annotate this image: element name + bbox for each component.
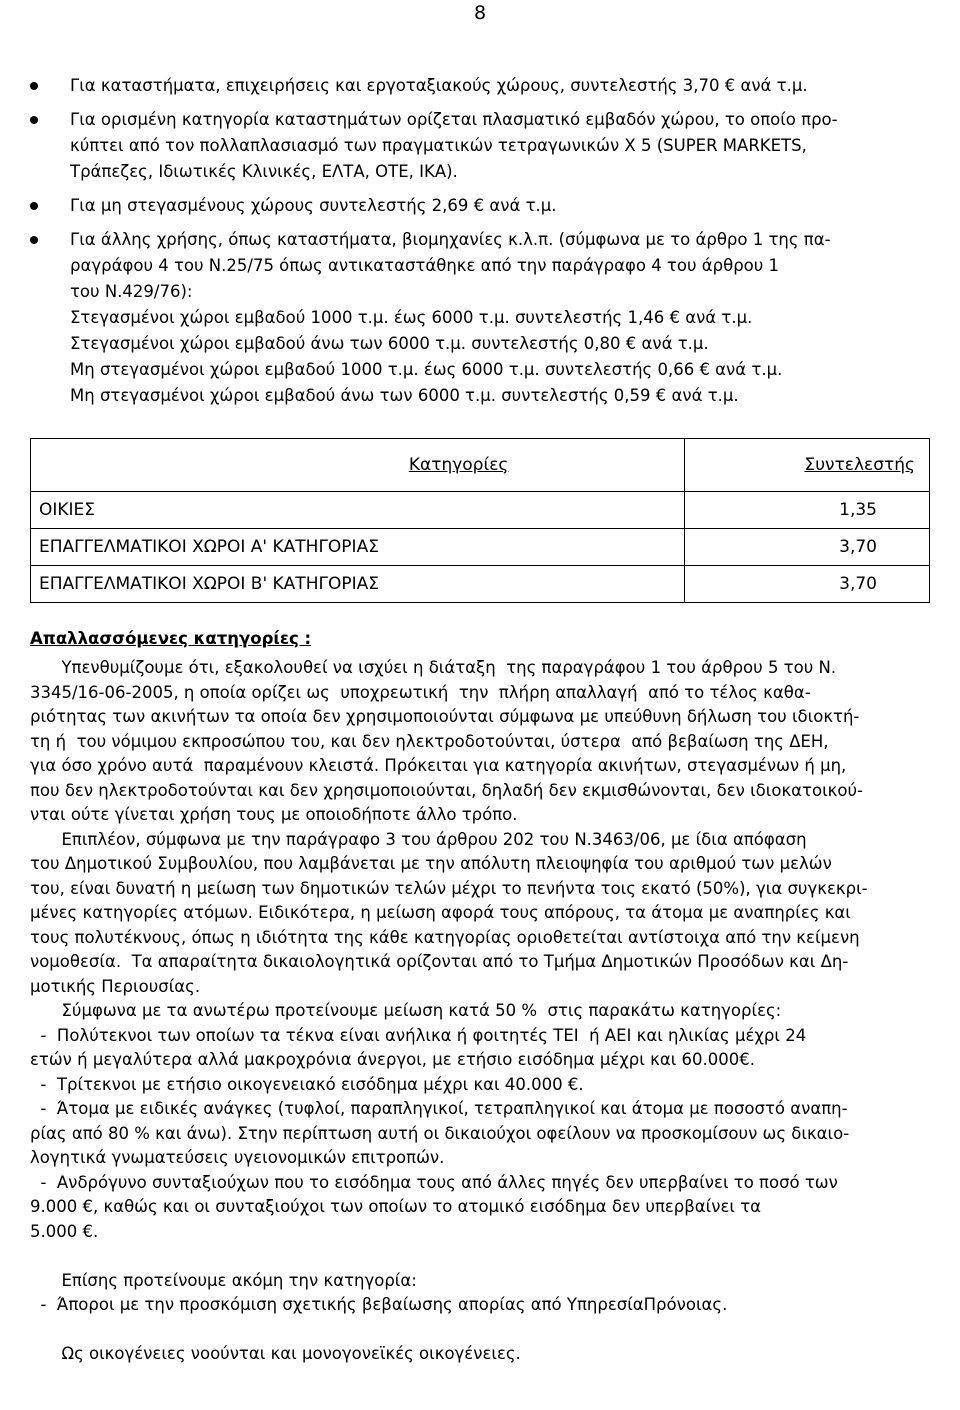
text-line: ρίας από 80 % και άνω). Στην περίπτωση αυτή οι δικαιούχοι οφείλουν να προσκομίσουν ως δικαιο- [30,1123,850,1143]
row-value: 1,35 [685,492,930,529]
bullet-dot-icon [30,116,38,124]
row-category: ΟΙΚΙΕΣ [31,492,685,529]
bullet-line: κύπτει από τον πολλαπλασιασμό των πραγματικών τετραγωνικών Χ 5 (SUPER MARKETS, [70,136,807,155]
text-line: ετών ή μεγαλύτερα αλλά μακροχρόνια άνεργοι, με ετήσιο εισόδημα μέχρι και 60.000€. [30,1050,756,1069]
table-row [31,529,930,566]
final-paragraph [30,1342,950,1367]
bullet-line: Μη στεγασμένοι χώροι εμβαδού 1000 τ.μ. έως 6000 τ.μ. συντελεστής 0,66 € ανά τ.μ. [70,360,783,379]
bullet-line: Στεγασμένοι χώροι εμβαδού 1000 τ.μ. έως 6000 τ.μ. συντελεστής 1,46 € ανά τ.μ. [70,308,753,327]
exempt-paragraphs [30,656,950,1244]
text-line: 3345/16-06-2005, η οποία ορίζει ως υποχρεωτική την πλήρη απαλλαγή από το τέλος καθα- [30,682,811,702]
section-title: Απαλλασσόμενες κατηγορίες : [30,629,312,648]
text-line: λογητικά γνωματεύσεις υγειονομικών επιτροπών. [30,1148,445,1167]
text-line: - Τρίτεκνοι με ετήσιο οικογενειακό εισόδημα μέχρι και 40.000 €. [30,1074,584,1094]
row-category: ΕΠΑΓΓΕΛΜΑΤΙΚΟΙ ΧΩΡΟΙ Β' ΚΑΤΗΓΟΡΙΑΣ [31,566,685,603]
bullet-line: ραγράφου 4 του Ν.25/75 όπως αντικαταστάθηκε από την παράγραφο 4 του άρθρου 1 [70,256,780,275]
text-line: - Ανδρόγυνο συνταξιούχων που το εισόδημα τους από άλλες πηγές δεν υπερβαίνει το ποσό των [30,1172,838,1192]
page-number: 8 [473,2,487,24]
row-value: 3,70 [685,566,930,603]
text-line: του, είναι δυνατή η μείωση των δημοτικών τελών μέχρι το πενήντα τοις εκατό (50%), για συγκεκρι- [30,878,868,898]
bullet-dot-icon [30,236,38,244]
bullet-line: Για ορισμένη κατηγορία καταστημάτων ορίζεται πλασματικό εμβαδόν χώρου, το οποίο προ- [70,110,838,129]
bullet-dot-icon [30,202,38,210]
bullet-line: Στεγασμένοι χώροι εμβαδού άνω των 6000 τ.μ. συντελεστής 0,80 € ανά τ.μ. [70,334,709,353]
bullet-list [0,73,960,417]
text-line: για όσο χρόνο αυτά παραμένουν κλειστά. Πρόκειται για κατηγορία ακινήτων, στεγασμένων ή μη, [30,756,847,775]
text-line: - Άποροι με την προσκόμιση σχετικής βεβαίωσης απορίας από ΥπηρεσίαΠρόνοιας. [30,1295,728,1314]
table-row [31,566,930,603]
category-table [30,438,930,603]
text-line: που δεν ηλεκτροδοτούνται και δεν χρησιμοποιούνται, δηλαδή δεν εκμισθώνονται, δεν ιδιοκατοικού- [30,780,863,800]
text-line: μοτικής Περιουσίας. [30,976,201,996]
bullet-line: του Ν.429/76): [70,282,193,301]
bullet-line: Μη στεγασμένοι χώροι εμβαδού άνω των 6000 τ.μ. συντελεστής 0,59 € ανά τ.μ. [70,386,739,405]
also-paragraph [30,1269,950,1318]
bullet-line: Για άλλης χρήσης, όπως καταστήματα, βιομηχανίες κ.λ.π. (σύμφωνα με το άρθρο 1 της πα- [70,230,831,249]
text-line: τους πολυτέκνους, όπως η ιδιότητα της κάθε κατηγορίας οριοθετείται αντίστοιχα από την κείμενη [30,927,860,947]
header-coefficient: Συντελεστής [685,439,930,492]
text-line: τη ή του νόμιμου εκπροσώπου του, και δεν ηλεκτροδοτούνται, ύστερα από βεβαίωση της ΔΕΗ, [30,731,829,751]
text-line: του Δημοτικού Συμβουλίου, που λαμβάνεται με την απόλυτη πλειοψηφία του αριθμού των μελών [30,854,832,873]
exempt-section [30,626,950,1367]
bullet-line: Για μη στεγασμένους χώρους συντελεστής 2,69 € ανά τ.μ. [70,196,557,215]
bullet-line: Τράπεζες, Ιδιωτικές Κλινικές, ΕΛΤΑ, ΟΤΕ, ΙΚΑ). [70,162,458,181]
row-category: ΕΠΑΓΓΕΛΜΑΤΙΚΟΙ ΧΩΡΟΙ Α' ΚΑΤΗΓΟΡΙΑΣ [31,529,685,566]
bullet-line: Για καταστήματα, επιχειρήσεις και εργοταξιακούς χώρους, συντελεστής 3,70 € ανά τ.μ. [70,76,808,95]
bullet-dot-icon [30,82,38,90]
text-line: Επίσης προτείνουμε ακόμη την κατηγορία: [30,1270,417,1290]
text-line: νομοθεσία. Τα απαραίτητα δικαιολογητικά ορίζονται από το Τμήμα Δημοτικών Προσόδων και Δη- [30,952,849,971]
table-header-row [31,439,930,492]
bullet-item-3 [0,193,960,219]
final-line: Ως οικογένειες νοούνται και μονογονεϊκές οικογένειες. [30,1344,521,1363]
table-row [31,492,930,529]
text-line: 5.000 €. [30,1221,99,1241]
header-category: Κατηγορίες [31,439,685,492]
text-line: Σύμφωνα με τα ανωτέρω προτείνουμε μείωση κατά 50 % στις παρακάτω κατηγορίες: [30,1001,782,1020]
bullet-item-1 [0,73,960,99]
text-line: μένες κατηγορίες ατόμων. Ειδικότερα, η μείωση αφορά τους απόρους, τα άτομα με αναπηρίες και [30,903,851,922]
text-line: - Άτομα με ειδικές ανάγκες (τυφλοί, παραπληγικοί, τετραπληγικοί και άτομα με ποσοστό αναπη- [30,1099,848,1118]
text-line: Υπενθυμίζουμε ότι, εξακολουθεί να ισχύει η διάταξη της παραγράφου 1 του άρθρου 5 του Ν. [30,658,837,677]
text-line: - Πολύτεκνοι των οποίων τα τέκνα είναι ανήλικα ή φοιτητές ΤΕΙ ή ΑΕΙ και ηλικίας μέχρι 24 [30,1025,807,1045]
text-line: Επιπλέον, σύμφωνα με την παράγραφο 3 του άρθρου 202 του Ν.3463/06, με ίδια απόφαση [30,829,807,849]
text-line: νται ούτε γίνεται χρήση τους με οποιοδήποτε άλλο τρόπο. [30,805,518,824]
text-line: ριότητας των ακινήτων τα οποία δεν χρησιμοποιούνται σύμφωνα με υπεύθυνη δήλωση του ιδιοκτή- [30,707,860,726]
row-value: 3,70 [685,529,930,566]
bullet-item-2 [0,107,960,185]
text-line: 9.000 €, καθώς και οι συνταξιούχοι των οποίων το ατομικό εισόδημα δεν υπερβαίνει τα [30,1197,762,1216]
bullet-item-4 [0,227,960,409]
